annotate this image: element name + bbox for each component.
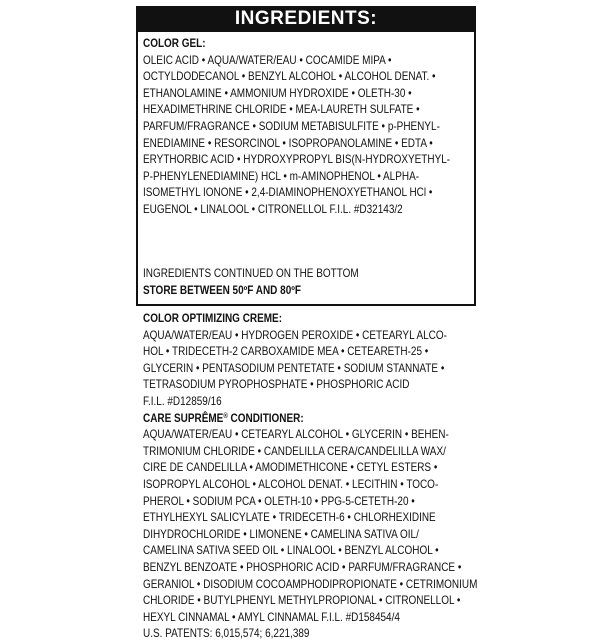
color-gel-line: OCTYLDODECANOL • BENZYL ALCOHOL • ALCOHOL DENAT. • (143, 70, 436, 84)
color-gel-line: ISOMETHYL IONONE • 2,4-DIAMINOPHENOXYETHANOL HCl • (143, 186, 433, 200)
color-gel-line: P-PHENYLENEDIAMINE) HCL • m-AMINOPHENOL • ALPHA- (143, 169, 420, 183)
conditioner-line: CAMELINA SATIVA SEED OIL • LINALOOL • BENZYL ALCOHOL • (143, 544, 439, 558)
color-gel-line: OLEIC ACID • AQUA/WATER/EAU • COCAMIDE MIPA • (143, 53, 392, 67)
creme-line: AQUA/WATER/EAU • HYDROGEN PEROXIDE • CETEARYL ALCO- (143, 328, 447, 342)
creme-section (143, 311, 478, 643)
continued-note: INGREDIENTS CONTINUED ON THE BOTTOM (143, 267, 359, 280)
creme-line: GLYCERIN • PENTASODIUM PENTETATE • SODIUM STANNATE • (143, 361, 445, 375)
ingredients-title-banner: INGREDIENTS: (136, 6, 476, 32)
color-gel-line: HEXADIMETHRINE CHLORIDE • MEA-LAURETH SULFATE • (143, 103, 420, 117)
conditioner-line: BENZYL BENZOATE • PHOSPHORIC ACID • PARFUM/FRAGRANCE • (143, 560, 462, 574)
conditioner-line: AQUA/WATER/EAU • CETEARYL ALCOHOL • GLYCERIN • BEHEN- (143, 428, 449, 442)
creme-line: TETRASODIUM PYROPHOSPHATE • PHOSPHORIC ACID (143, 378, 410, 392)
color-gel-line: PARFUM/FRAGRANCE • SODIUM METABISULFITE • p-PHENYL- (143, 119, 440, 133)
patents-line: U.S. PATENTS: 6,015,574; 6,221,389 (143, 627, 310, 641)
conditioner-line: CHLORIDE • BUTYLPHENYL METHYLPROPIONAL • CITRONELLOL • (143, 594, 461, 608)
conditioner-heading (143, 411, 427, 428)
creme-line: HOL • TRIDECETH-2 CARBOXAMIDE MEA • CETEARETH-25 • (143, 345, 429, 359)
color-gel-line: EUGENOL • LINALOOL • CITRONELLOL F.I.L. #D32143/2 (143, 202, 403, 216)
storage-instruction: STORE BETWEEN 50ºF AND 80ºF (143, 283, 301, 297)
conditioner-heading-name: CARE SUPRÊME (143, 411, 224, 425)
conditioner-heading-suffix: CONDITIONER: (227, 411, 304, 425)
conditioner-line: CIRE DE CANDELILLA • AMODIMETHICONE • CETYL ESTERS • (143, 461, 438, 475)
conditioner-line: ISOPROPYL ALCOHOL • ALCOHOL DENAT. • LECITHIN • TOCO- (143, 477, 439, 491)
registered-mark: ® (223, 412, 228, 420)
color-gel-line: ENEDIAMINE • RESORCINOL • ISOPROPANOLAMINE • EDTA • (143, 136, 433, 150)
conditioner-line: DIHYDROCHLORIDE • LIMONENE • CAMELINA SATIVA OIL/ (143, 527, 419, 541)
conditioner-line: PHEROL • SODIUM PCA • OLETH-10 • PPG-5-CETETH-20 • (143, 494, 415, 508)
conditioner-line: TRIMONIUM CHLORIDE • CANDELILLA CERA/CANDELILLA WAX/ (143, 444, 446, 458)
color-gel-heading: COLOR GEL: (143, 37, 206, 50)
color-gel-line: ETHANOLAMINE • AMMONIUM HYDROXIDE • OLETH-30 • (143, 86, 412, 100)
color-gel-line: ERYTHORBIC ACID • HYDROXYPROPYL BIS(N-HYDROXYETHYL- (143, 153, 451, 167)
conditioner-line: GERANIOL • DISODIUM COCOAMPHODIPROPIONATE • CETRIMONIUM (143, 577, 478, 591)
creme-heading: COLOR OPTIMIZING CREME: (143, 312, 283, 325)
color-gel-footer (143, 266, 427, 299)
conditioner-line: ETHYLHEXYL SALICYLATE • TRIDECETH-6 • CHLORHEXIDINE (143, 511, 436, 525)
conditioner-line: HEXYL CINNAMAL • AMYL CINNAMAL F.I.L. #D158454/4 (143, 610, 400, 624)
color-gel-section (143, 36, 451, 219)
creme-line: F.I.L. #D12859/16 (143, 394, 222, 408)
